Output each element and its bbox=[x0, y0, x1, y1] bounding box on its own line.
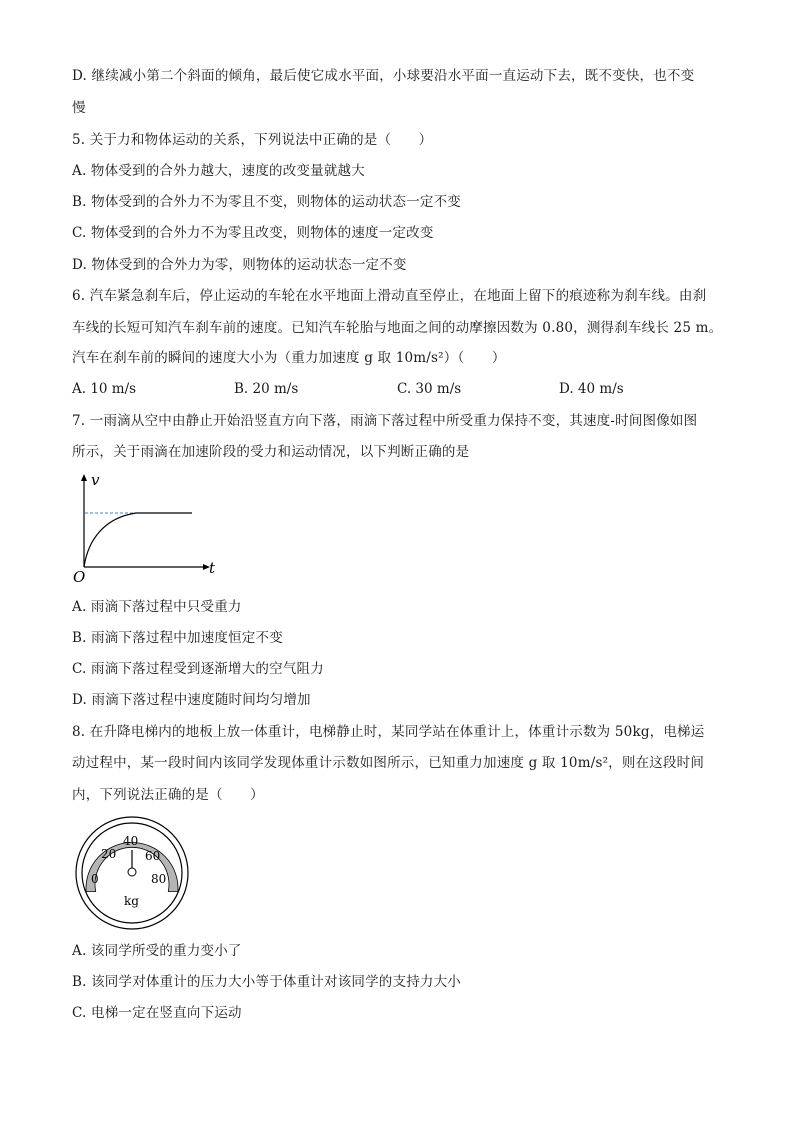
scale-unit-label: kg bbox=[124, 894, 139, 908]
t-label: t bbox=[209, 559, 216, 577]
q7-option-a: A. 雨滴下落过程中只受重力 bbox=[72, 599, 242, 615]
q7-option-c: C. 雨滴下落过程受到逐渐增大的空气阻力 bbox=[72, 661, 324, 677]
q4-option-d-line1: D. 继续减小第二个斜面的倾角，最后使它成水平面，小球要沿水平面一直运动下去，既不变快，也不变 bbox=[72, 68, 695, 84]
scale-tick-80: 80 bbox=[151, 872, 167, 886]
q7-option-d: D. 雨滴下落过程中速度随时间均匀增加 bbox=[72, 692, 311, 708]
velocity-time-graph bbox=[70, 470, 230, 585]
q8-stem-line2: 动过程中，某一段时间内该同学发现体重计示数如图所示，已知重力加速度 g 取 10m/s²，则在这段时间 bbox=[72, 755, 705, 771]
v-axis-arrow bbox=[81, 474, 87, 481]
q4-option-d-line2: 慢 bbox=[72, 100, 86, 116]
q7-stem-line2: 所示，关于雨滴在加速阶段的受力和运动情况，以下判断正确的是 bbox=[72, 444, 470, 460]
q6-stem-line2: 车线的长短可知汽车刹车前的速度。已知汽车轮胎与地面之间的动摩擦因数为 0.80，测得刹车线长 25 m。 bbox=[72, 320, 723, 336]
q5-stem: 5. 关于力和物体运动的关系，下列说法中正确的是（ ） bbox=[72, 132, 433, 148]
scale-tick-40: 40 bbox=[123, 834, 139, 848]
q6-option-c: C. 30 m/s bbox=[397, 381, 462, 397]
q7-option-b: B. 雨滴下落过程中加速度恒定不变 bbox=[72, 630, 283, 646]
scale-tick-60: 60 bbox=[145, 849, 161, 863]
q5-option-b: B. 物体受到的合外力不为零且不变，则物体的运动状态一定不变 bbox=[72, 194, 462, 210]
q8-option-a: A. 该同学所受的重力变小了 bbox=[72, 943, 242, 959]
q6-option-a: A. 10 m/s bbox=[72, 381, 137, 397]
q8-option-b: B. 该同学对体重计的压力大小等于体重计对该同学的支持力大小 bbox=[72, 974, 462, 990]
q5-option-d: D. 物体受到的合外力为零，则物体的运动状态一定不变 bbox=[72, 257, 407, 273]
scale-dial-figure bbox=[74, 815, 190, 931]
scale-tick-0: 0 bbox=[91, 872, 99, 886]
q8-stem-line3: 内，下列说法正确的是（ ） bbox=[72, 787, 264, 803]
q5-option-c: C. 物体受到的合外力不为零且改变，则物体的速度一定改变 bbox=[72, 225, 434, 241]
q8-stem-line1: 8. 在升降电梯内的地板上放一体重计，电梯静止时，某同学站在体重计上，体重计示数为 50kg，电梯运 bbox=[72, 724, 705, 740]
q6-option-b: B. 20 m/s bbox=[234, 381, 299, 397]
v-label: v bbox=[91, 471, 100, 489]
q6-stem-line1: 6. 汽车紧急刹车后，停止运动的车轮在水平地面上滑动直至停止，在地面上留下的痕迹称为刹车线。由刹 bbox=[72, 288, 707, 304]
scale-pivot bbox=[128, 868, 136, 876]
q7-stem-line1: 7. 一雨滴从空中由静止开始沿竖直方向下落，雨滴下落过程中所受重力保持不变，其速度-时间图像如图 bbox=[72, 413, 698, 429]
origin-label: O bbox=[73, 568, 86, 585]
scale-tick-20: 20 bbox=[101, 847, 117, 861]
q6-stem-line3: 汽车在刹车前的瞬间的速度大小为（重力加速度 g 取 10m/s²）（ ） bbox=[72, 350, 506, 366]
q5-option-a: A. 物体受到的合外力越大，速度的改变量就越大 bbox=[72, 163, 365, 179]
velocity-curve bbox=[84, 513, 192, 567]
q6-option-d: D. 40 m/s bbox=[559, 381, 624, 397]
q8-option-c: C. 电梯一定在竖直向下运动 bbox=[72, 1005, 242, 1021]
